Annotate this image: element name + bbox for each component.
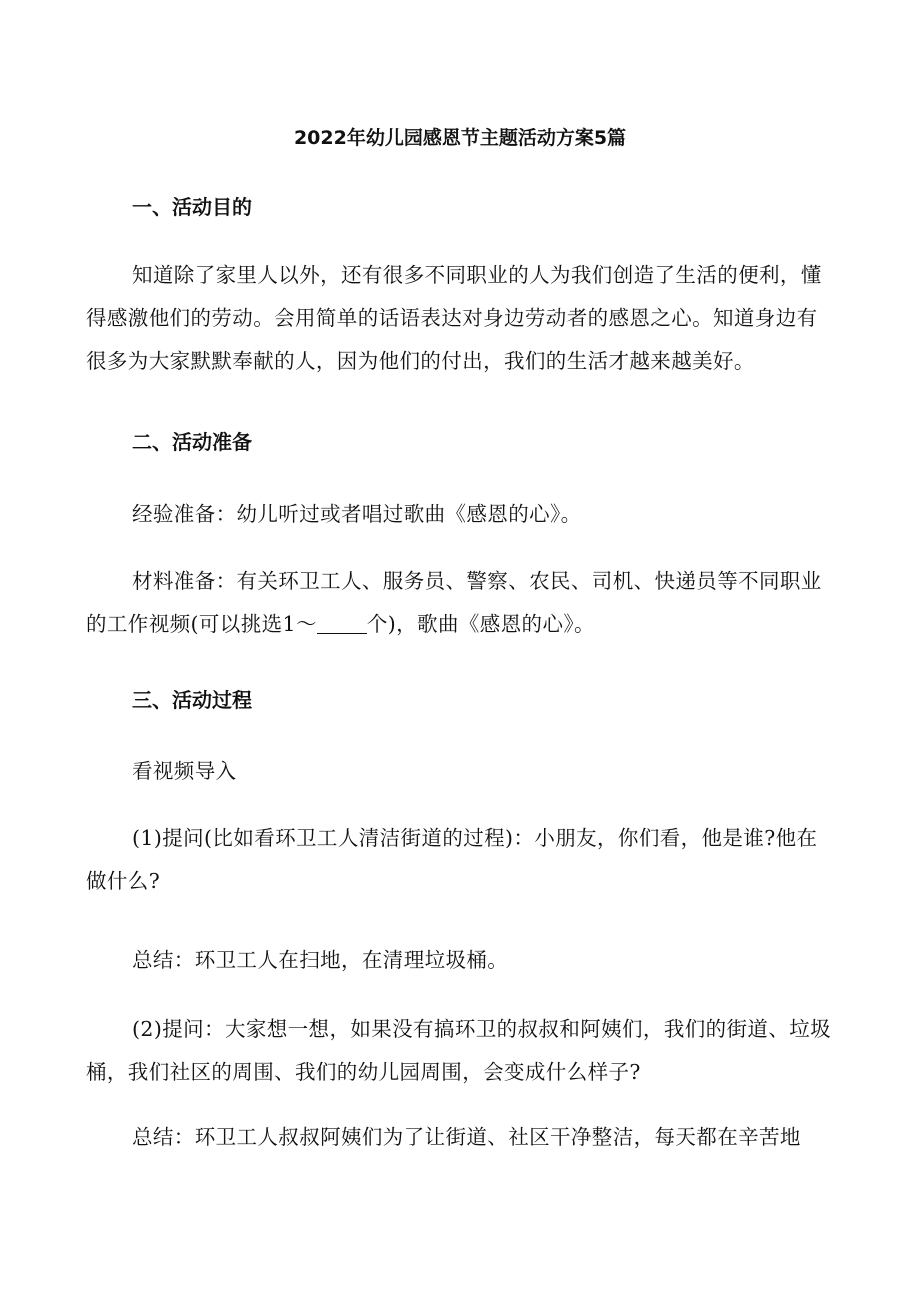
material-prep-text-before: 材料准备：有关环卫工人、服务员、警察、农民、司机、快递员等不同职业的工作视频(可以挑选1～ — [86, 569, 822, 636]
paragraph-video-intro: 看视频导入 — [132, 759, 237, 783]
paragraph-summary-1: 总结：环卫工人在扫地，在清理垃圾桶。 — [132, 948, 509, 972]
material-prep-text-after: 个)，歌曲《感恩的心》。 — [366, 612, 595, 636]
paragraph-purpose: 知道除了家里人以外，还有很多不同职业的人为我们创造了生活的便利，懂得感激他们的劳动。会用简单的话语表达对身边劳动者的感恩之心。知道身边有很多为大家默默奉献的人，因为他们的付出，我们的生活才越来越美好。 — [86, 263, 822, 373]
paragraph-question-2: (2)提问：大家想一想，如果没有搞环卫的叔叔和阿姨们，我们的街道、垃圾桶，我们社区的周围、我们的幼儿园周围，会变成什么样子? — [86, 1017, 832, 1084]
section-heading-purpose: 一、活动目的 — [132, 195, 252, 219]
paragraph-summary-2: 总结：环卫工人叔叔阿姨们为了让街道、社区干净整洁，每天都在辛苦地 — [132, 1125, 801, 1149]
fill-in-blank — [317, 613, 367, 635]
paragraph-experience-prep: 经验准备：幼儿听过或者唱过歌曲《感恩的心》。 — [132, 502, 582, 526]
paragraph-question-1: (1)提问(比如看环卫工人清洁街道的过程)：小朋友，你们看，他是谁?他在做什么? — [86, 826, 818, 893]
section-heading-preparation: 二、活动准备 — [132, 430, 252, 454]
document-title: 2022年幼儿园感恩节主题活动方案5篇 — [293, 127, 627, 149]
paragraph-material-prep — [86, 560, 836, 646]
section-heading-process: 三、活动过程 — [132, 688, 252, 712]
